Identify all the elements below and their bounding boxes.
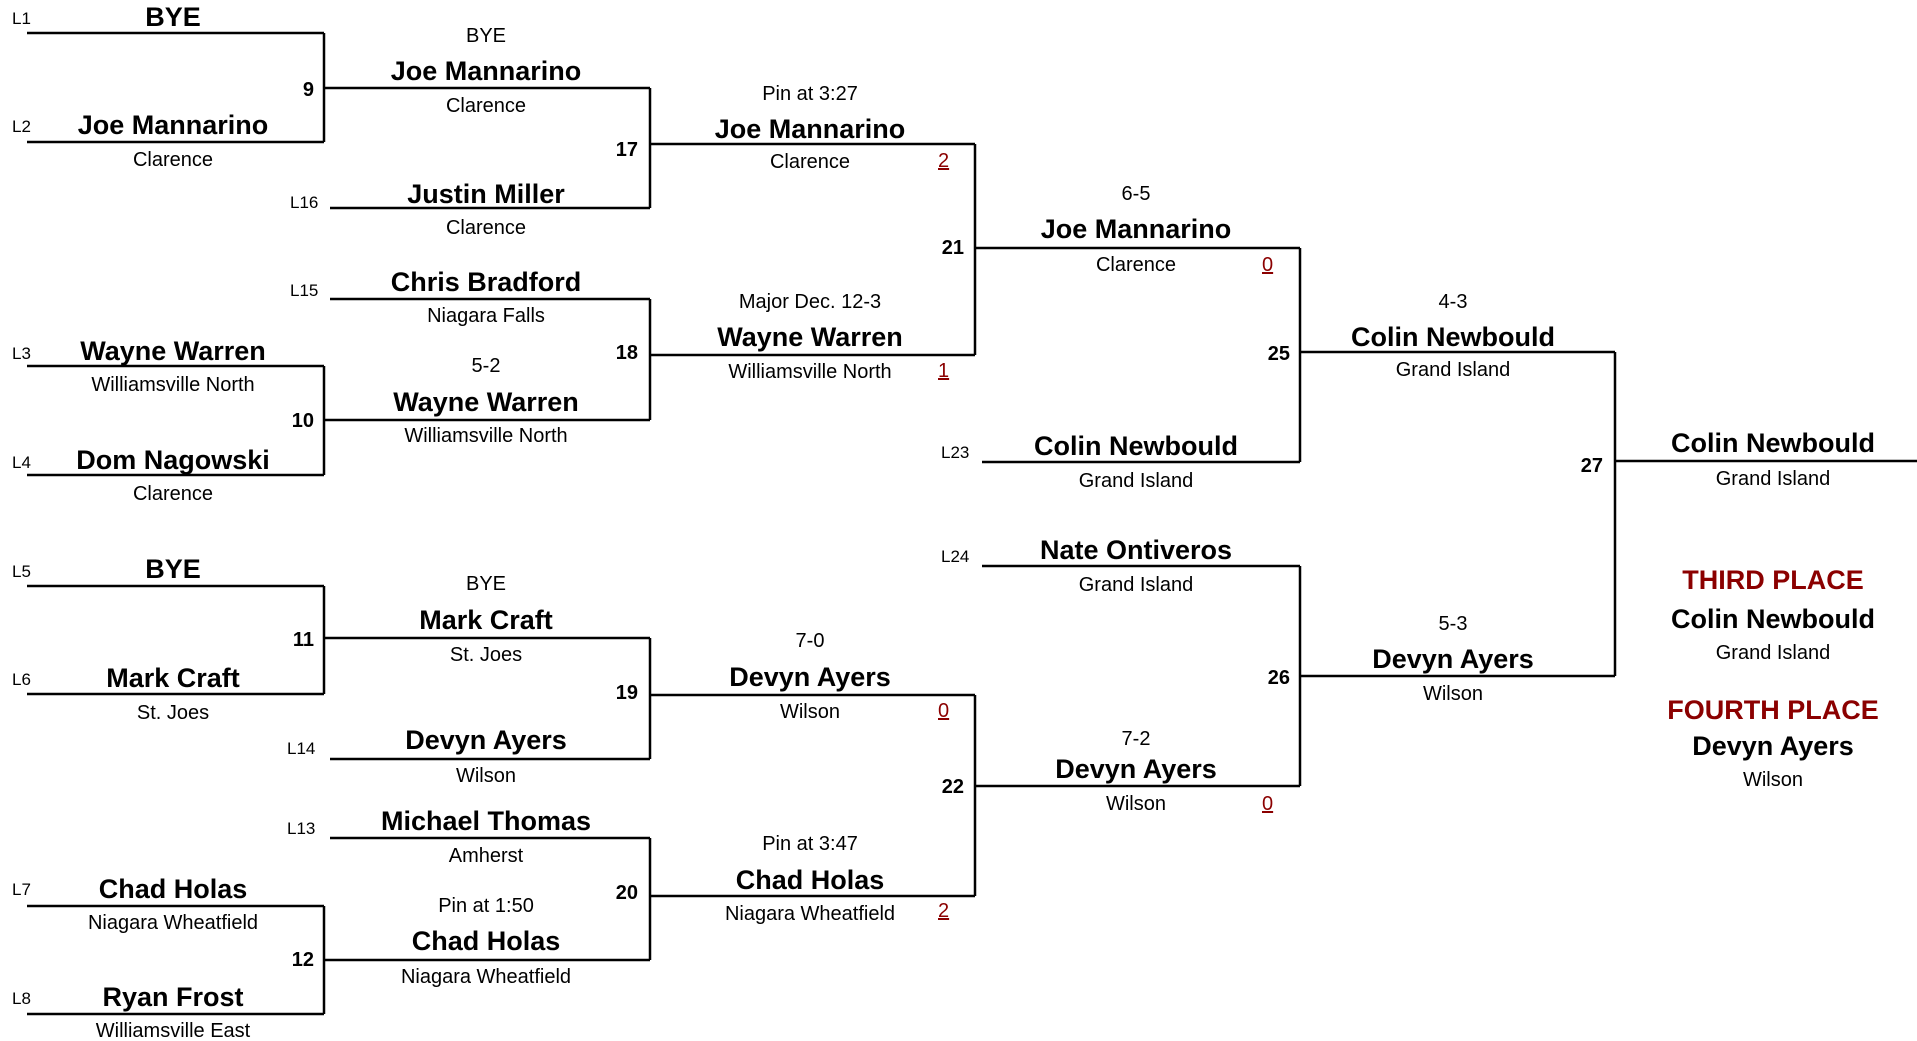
wrestler-name: Colin Newbould — [1034, 431, 1238, 461]
fourth-place-title: FOURTH PLACE — [1667, 695, 1879, 725]
slot-label: L5 — [12, 562, 31, 581]
winner-team: Grand Island — [1715, 468, 1831, 490]
fourth-place-block — [1667, 695, 1879, 791]
bout-number: 27 — [1580, 455, 1603, 477]
wrestler-name: Devyn Ayers — [1055, 754, 1217, 784]
wrestler-name: Ryan Frost — [102, 982, 244, 1012]
wrestler-name: Wayne Warren — [80, 336, 266, 366]
slot-label: L15 — [290, 281, 319, 300]
bout-number: 9 — [302, 79, 314, 101]
wrestler-name: Devyn Ayers — [729, 662, 891, 692]
wrestler-name: Joe Mannarino — [77, 110, 269, 140]
bout-number: 22 — [941, 776, 964, 798]
bout-number: 21 — [941, 237, 964, 259]
bout-result: Pin at 3:47 — [762, 833, 858, 855]
wrestler-name: BYE — [145, 554, 201, 584]
seed-score-link[interactable]: 2 — [938, 150, 950, 172]
wrestler-name: Colin Newbould — [1351, 322, 1555, 352]
round-1 — [12, 2, 324, 1041]
bout-number: 11 — [292, 629, 314, 651]
bout-number: 25 — [1267, 343, 1290, 365]
wrestler-name: Mark Craft — [419, 605, 553, 635]
final-result — [1615, 428, 1917, 490]
wrestler-team: Williamsville North — [404, 425, 568, 447]
bout-result: BYE — [465, 25, 507, 47]
wrestler-team: Williamsville North — [91, 374, 255, 396]
winner-name: Colin Newbould — [1671, 428, 1875, 458]
wrestler-team: Niagara Falls — [427, 305, 545, 327]
wrestler-team: Clarence — [1095, 254, 1177, 276]
wrestler-name: Wayne Warren — [393, 387, 579, 417]
wrestler-name: BYE — [145, 2, 201, 32]
slot-label: L24 — [941, 547, 970, 566]
wrestler-name: Chad Holas — [411, 926, 561, 956]
slot-label: L6 — [12, 670, 31, 689]
seed-score-link[interactable]: 0 — [938, 700, 950, 722]
wrestler-name: Dom Nagowski — [76, 445, 270, 475]
wrestler-name: Chad Holas — [98, 874, 248, 904]
seed-score-link[interactable]: 0 — [1262, 793, 1274, 815]
wrestler-team: Wilson — [1105, 793, 1167, 815]
round-3 — [650, 83, 975, 925]
slot-label: L14 — [287, 739, 316, 758]
slot-label: L23 — [941, 443, 970, 462]
wrestler-team: Wilson — [779, 701, 841, 723]
slot-label: L2 — [12, 117, 31, 136]
wrestler-team: Williamsville North — [728, 361, 892, 383]
bout-result: 6-5 — [1121, 183, 1151, 205]
wrestler-team: Williamsville East — [95, 1020, 251, 1041]
seed-score-link[interactable]: 2 — [938, 900, 950, 922]
bout-result: 4-3 — [1438, 291, 1468, 313]
wrestler-name: Chris Bradford — [390, 267, 582, 297]
bout-number: 19 — [615, 682, 638, 704]
wrestler-team: Clarence — [769, 151, 851, 173]
wrestler-name: Chad Holas — [735, 865, 885, 895]
wrestler-team: Niagara Wheatfield — [400, 966, 572, 988]
wrestler-name: Joe Mannarino — [1040, 214, 1232, 244]
slot-label: L16 — [290, 193, 319, 212]
bout-result: Pin at 3:27 — [762, 83, 858, 105]
wrestler-team: Grand Island — [1395, 359, 1511, 381]
wrestler-team: Clarence — [445, 217, 527, 239]
bout-number: 17 — [615, 139, 638, 161]
fourth-place-team: Wilson — [1742, 769, 1804, 791]
slot-label: L1 — [12, 9, 31, 28]
slot-label: L13 — [287, 819, 316, 838]
third-place-name: Colin Newbould — [1671, 604, 1875, 634]
wrestler-team: Clarence — [445, 95, 527, 117]
slot-label: L4 — [12, 453, 31, 472]
bout-number: 10 — [291, 410, 314, 432]
wrestler-name: Michael Thomas — [380, 806, 592, 836]
wrestler-team: Grand Island — [1078, 574, 1194, 596]
round-5 — [1300, 291, 1615, 705]
bout-number: 26 — [1267, 667, 1290, 689]
slot-label: L7 — [12, 880, 31, 899]
bout-result: 7-2 — [1121, 728, 1151, 750]
wrestler-team: Niagara Wheatfield — [87, 912, 259, 934]
third-place-title: THIRD PLACE — [1682, 565, 1864, 595]
wrestler-name: Devyn Ayers — [1372, 644, 1534, 674]
wrestler-team: Grand Island — [1078, 470, 1194, 492]
wrestler-name: Joe Mannarino — [390, 56, 582, 86]
bout-result: 5-3 — [1438, 613, 1468, 635]
round-2 — [287, 25, 650, 988]
wrestler-team: Clarence — [132, 483, 214, 505]
wrestler-team: St. Joes — [449, 644, 523, 666]
wrestler-team: Clarence — [132, 149, 214, 171]
fourth-place-name: Devyn Ayers — [1692, 731, 1854, 761]
wrestler-team: St. Joes — [136, 702, 210, 724]
bout-number: 20 — [615, 882, 638, 904]
bout-result: Major Dec. 12-3 — [738, 291, 882, 313]
bout-number: 18 — [615, 342, 638, 364]
wrestler-name: Wayne Warren — [717, 322, 903, 352]
wrestler-team: Niagara Wheatfield — [724, 903, 896, 925]
seed-score-link[interactable]: 0 — [1262, 254, 1274, 276]
wrestler-team: Amherst — [448, 845, 524, 867]
wrestler-name: Nate Ontiveros — [1039, 535, 1233, 565]
third-place-block — [1671, 565, 1875, 664]
seed-score-link[interactable]: 1 — [938, 360, 950, 382]
slot-label: L8 — [12, 989, 31, 1008]
bout-result: 5-2 — [471, 355, 501, 377]
wrestler-name: Devyn Ayers — [405, 725, 567, 755]
third-place-team: Grand Island — [1715, 642, 1831, 664]
wrestler-name: Mark Craft — [106, 663, 240, 693]
slot-label: L3 — [12, 344, 31, 363]
round-4 — [941, 183, 1300, 815]
bout-result: BYE — [465, 573, 507, 595]
wrestler-name: Joe Mannarino — [714, 114, 906, 144]
bout-number: 12 — [291, 949, 314, 971]
wrestler-team: Wilson — [455, 765, 517, 787]
bout-result: Pin at 1:50 — [438, 895, 534, 917]
wrestler-name: Justin Miller — [407, 179, 565, 209]
bout-result: 7-0 — [795, 630, 825, 652]
wrestler-team: Wilson — [1422, 683, 1484, 705]
